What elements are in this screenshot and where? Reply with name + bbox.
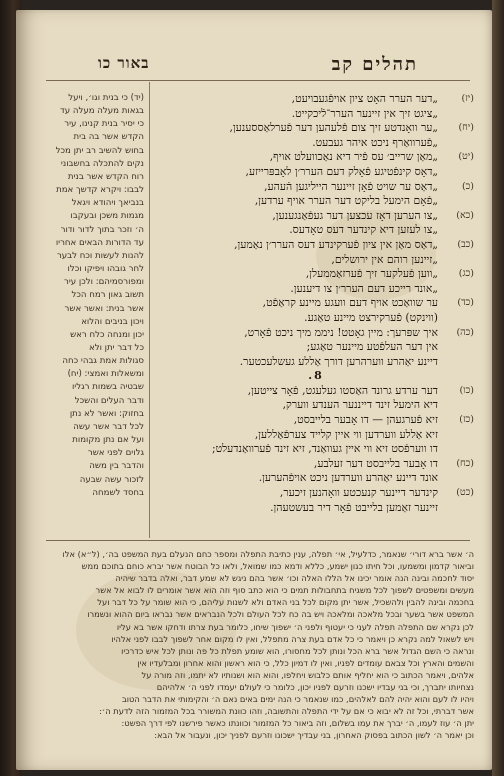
verse-text: „דאַס ער שויט פֿאָן זיינער הייליגען הֿעהע, bbox=[264, 179, 438, 193]
verse-line bbox=[158, 311, 474, 326]
commentary-line: כל דבר יתן ולא bbox=[88, 342, 144, 353]
footnote-line: אלהים, ויאמר הכתוב כי הוא יחליף אותם כלבוש ויחלפו, והוא הוא ושנותיו לא יתמו, וזה מורה על bbox=[141, 669, 474, 680]
verse-text: (ווינקט) פֿערקירצט מיינע טאַגע. bbox=[304, 310, 438, 324]
verse-line bbox=[158, 355, 474, 370]
commentary-line: ודבר העלים והשכל bbox=[74, 395, 144, 406]
verse-text: „ווען פֿעלקער זיך פֿערזאַממעלן, bbox=[305, 267, 438, 281]
commentary-line: רוח הקדש אשר בנית bbox=[67, 171, 144, 182]
commentary-line: שבטיה בשמות רגליו bbox=[71, 382, 144, 393]
verse-text: זיא אַללע ווערדען ווי איין קלייד צערפֿאַללען, bbox=[254, 427, 438, 441]
verse-number: (יט) bbox=[458, 151, 474, 163]
commentary-line: ומפורסמיהם: ולכן עיר bbox=[63, 277, 144, 288]
commentary-line: בגאות מעלה מעלה עד bbox=[60, 106, 144, 117]
footnotes-block bbox=[46, 548, 474, 748]
commentary-line: עד הדורות הבאים אחריו bbox=[55, 237, 144, 248]
section-number bbox=[158, 369, 474, 384]
footnote-line: ונראה כי השם הגדול אשר ברא הכל ונותן לכל מחסורו, הוא שומע תפלת כל פה ונותן לכל איש כדרכיו bbox=[121, 645, 474, 656]
commentary-line: מגמות משכן ובעקבו bbox=[70, 211, 144, 222]
verse-line bbox=[158, 296, 474, 311]
verse-number: (יח) bbox=[458, 122, 474, 134]
running-title-left: באור כו bbox=[98, 54, 150, 72]
commentary-line: להנות לעשות וכח לבער bbox=[56, 250, 144, 261]
commentary-line: בחזוק: ואשר לא נתן bbox=[69, 408, 144, 419]
footnote-rule bbox=[46, 540, 470, 541]
verse-line bbox=[158, 384, 474, 399]
running-title-right: תהלים קב bbox=[331, 54, 418, 75]
verse-text: „דאַס מאַן אין ציון פֿערקינדע דעס הערר׳ן נאַמען, bbox=[234, 237, 438, 251]
verse-line bbox=[158, 209, 474, 224]
verse-text: דו אָבער בלייבסט דער זעלבע, bbox=[313, 456, 438, 470]
verse-text: איך שפּרעך: מיין גאָטט! ניממ מיך ניכט פֿאָרט, bbox=[244, 325, 438, 339]
verse-number: (יז) bbox=[461, 93, 474, 104]
verse-line bbox=[158, 253, 474, 268]
verse-number: (כג) bbox=[458, 268, 474, 280]
verse-text: דיינע יאַהרע ווערהרען דורך אַללע געשלעכטער. bbox=[239, 354, 438, 368]
footnote-line: וביאור קדמון ומשמעו, וכל חיתו כגון ישמע, כללא ודמא כמו שמואל, ולאו כל הבוטח אשר יברא כוחם בתוכם ממש bbox=[81, 561, 474, 572]
footnote-line: מעשים ומשפטים לשפוך לכל משגיח בתחבולות תמים כי הוא כתב סוף וזה הוא אשר אומרים לו לבוא אל אשר bbox=[95, 585, 474, 596]
commentary-line: לזכור עשה שבעה bbox=[79, 474, 144, 485]
verse-text: „פֿאָם הימעל בליקט דער הערר אויף ערדען, bbox=[254, 194, 438, 208]
verse-number: (כ) bbox=[461, 180, 474, 192]
commentary-line: והדבר בין משה bbox=[89, 461, 144, 472]
footnote-line: ויש לשאול למה נקרא כן ויאמר כי כל אדם בעת צרה מתפלל, ואין לו מקום אחר לשפוך לבבו לפני אלהיו bbox=[111, 633, 474, 644]
verse-line bbox=[158, 398, 474, 413]
verse-text: דער ערדע גרונד האַסטו געלעגט, פֿאָר צייטען, bbox=[247, 383, 438, 397]
commentary-line: נקים להתכלה בחשבוני bbox=[60, 158, 144, 169]
verse-line bbox=[158, 165, 474, 180]
footnote-line: נצחיותו יתברך, וכי בני עבדיו ישכנו וזרעם לפניו יכון, כלומר כי לעולם יעמדו לפני ה׳ אלהיהם bbox=[156, 682, 474, 693]
verse-line bbox=[158, 471, 474, 486]
commentary-line: בחסד לשמחה bbox=[92, 487, 144, 498]
commentary-line: תשוב גאון רמח הכל bbox=[71, 290, 144, 301]
verse-text: אונד דיינע יאַהרע ווערדען ניכט אויפֿהערען. bbox=[258, 471, 438, 485]
verse-text: ער שוואַכט אויף דעם וועגע מיינע קראַפֿט, bbox=[262, 296, 438, 310]
verse-line bbox=[158, 340, 474, 355]
commentary-line: אשר בנית: ואשר אשר bbox=[64, 303, 144, 314]
verse-line bbox=[158, 136, 474, 151]
verse-line bbox=[158, 267, 474, 282]
footnote-line: המשפט אשר בשער ובכל מלאכה ומלאכה ויש בה כח לכל העולם ולכל הנבראים אשר נבראו ביום ההוא ונשמרו bbox=[87, 609, 474, 620]
verse-number: (כז) bbox=[459, 414, 474, 426]
verse-line bbox=[158, 428, 474, 443]
verse-number: (כו) bbox=[459, 384, 474, 396]
verse-line bbox=[158, 92, 474, 107]
verse-line bbox=[158, 194, 474, 209]
verse-text: אין דער העלפֿטע מיינער טאַגע; bbox=[306, 340, 438, 354]
verse-text: „ער וואָנדטע זיך צום פֿלעהען דער פֿערלאַססענען, bbox=[229, 121, 438, 135]
header-rule bbox=[46, 80, 470, 81]
column-divider bbox=[149, 82, 150, 538]
verse-line bbox=[158, 223, 474, 238]
commentary-line: בנביאך ויהודא ויגאל bbox=[71, 198, 144, 209]
verse-text: „מאַן שרייב׳ עס פֿיר דיא נאַכוועלט אויף, bbox=[269, 150, 438, 164]
main-text-column bbox=[158, 92, 474, 532]
commentary-line: ועל אם נתן מקומות bbox=[72, 435, 144, 446]
footnote-line: ה׳ אשר ברא דורי׳ שנאמר, כדלעיל, אי׳ תפלה, ענין כתיבת התפלה ומספר כחם הנעלם בעת המשפט בה׳, (ל״א) אלו bbox=[62, 549, 474, 559]
verse-line bbox=[158, 180, 474, 195]
commentary-line: בחוש להשיב רב יתן מכל bbox=[55, 145, 144, 156]
footnote-line: לכן נקרא שם התפלה תפלה לעני כי יעטוף ולפני ה׳ ישפוך שיחו, כלומר בעת צרתו ודחקו אשר בא עליו bbox=[116, 621, 474, 632]
verse-text: זיינער זאַמען בלייבט פֿאָר דיר בעשטעהן. bbox=[270, 500, 438, 514]
commentary-line: יכון ומנחה כלח ראש bbox=[70, 329, 144, 340]
footnote-line: יסוד לחכמה ובינה הנה אומר יכינו אל הללו האלה וכו׳ אשר בהם ניגש לא שמע דבר, ואלה בדבר שיהיה bbox=[115, 573, 474, 584]
verse-line bbox=[158, 413, 474, 428]
commentary-line: גלוים לפני אשר bbox=[87, 448, 144, 459]
verse-text: דיא הימעל זינד דייננער הענדע ווערק, bbox=[282, 398, 438, 412]
footnote-line: בחכמה ובינה להבין ולהשכיל, אשר יתן מקום לכל בני האדם ולא לשנות עליהם, כי הוא שומר על כל דבר ועל bbox=[97, 597, 474, 608]
verse-text: „זיינען רוהם אין ירושלים, bbox=[331, 252, 438, 266]
commentary-column bbox=[46, 92, 144, 532]
verse-text: קינדער דיינער קנעכטע וואָהנען זיכער, bbox=[279, 486, 438, 500]
verse-line bbox=[158, 121, 474, 136]
book-page bbox=[16, 10, 492, 770]
verse-text: „צו לעזען דיא קינדער דעס טאָדעס. bbox=[289, 223, 438, 237]
footnote-line: והשמים והארץ וכל צבאם עומדים לפניו, ואין לו דמיון כלל, כי הוא ראשון והוא אחרון ומבלעדיו אין bbox=[137, 657, 474, 668]
verse-line bbox=[158, 442, 474, 457]
verse-line bbox=[158, 238, 474, 253]
footnote-line: ויהיו לו לעם והוא יהיה להם לאלהים, כמו שנאמר כי הנה ימים באים נאם ה׳ והקימותי את הדבר הטוב bbox=[121, 694, 474, 705]
verse-number: (כב) bbox=[457, 238, 474, 250]
commentary-line: לבבו: ויקרא קדשך אמת bbox=[56, 185, 144, 196]
page-edge bbox=[492, 0, 504, 776]
commentary-line: לחר גובהו ויפיקו וכלו bbox=[67, 264, 144, 275]
verse-text: „אונד רייכע דעם הערר׳ן צו דיענען. bbox=[290, 281, 438, 295]
verse-number: (כא) bbox=[456, 209, 474, 221]
verse-text: זיא פֿערגעהן — דו אָבער בלייבסט, bbox=[293, 413, 438, 427]
commentary-line: סגולות אמת גבהי כחה bbox=[62, 356, 144, 367]
verse-text: „פֿערוואַרף ניכט איהר געבעט. bbox=[312, 135, 438, 149]
verse-number: (כט) bbox=[456, 487, 474, 499]
commentary-line: הקדש אשר בה בית bbox=[73, 132, 144, 143]
commentary-line: לכל דבר אשר עשה bbox=[73, 421, 144, 432]
commentary-line: כי יסיר בנית קנינו, עיר bbox=[64, 119, 144, 130]
commentary-line: ויכון בניבים והלוא bbox=[81, 316, 144, 327]
verse-number: (כח) bbox=[456, 457, 474, 469]
verse-text: 8. bbox=[308, 369, 324, 383]
footnote-line: וכן יאמר ה׳ לשון הכתוב בפסוק האחרון, בני עבדיך ישכונו וזרעם לפניך יכון, ונעבור אל הבא: bbox=[154, 730, 474, 741]
verse-text: „ציגט זיך אין זיינער הערר־לֿיכקייט. bbox=[291, 106, 438, 120]
verse-line bbox=[158, 457, 474, 472]
verse-text: „צו הערען דאָז עכצען דער געפֿאַנגענען, bbox=[272, 208, 438, 222]
verse-line bbox=[158, 150, 474, 165]
verse-line bbox=[158, 107, 474, 122]
verse-number: (כה) bbox=[456, 326, 474, 338]
verse-number: (כד) bbox=[457, 297, 474, 309]
verse-line bbox=[158, 282, 474, 297]
verse-text: „דאָס קינפֿטיגע פֿאָלק דעם הערר׳ן לאָבפּרייזע, bbox=[245, 164, 438, 178]
verse-line bbox=[158, 486, 474, 501]
verse-text: „דער הערר האָט ציון אויפֿגעבויעט, bbox=[291, 92, 438, 105]
commentary-line: ה׳ וזכר בתוך לדור ודור bbox=[60, 224, 144, 235]
commentary-line: (יד) כי בנית וגו׳, ויעל bbox=[68, 93, 144, 103]
footnote-line: יתן ה׳ עוז לעמו, ה׳ יברך את עמו בשלום, וזה ביאור כל המזמור וכוונתו כאשר פירשנו לפי דרך הפשט: bbox=[121, 718, 474, 729]
verse-line bbox=[158, 326, 474, 341]
footnote-line: אשר דברתי, וכל זה לא יבוא כי אם על ידי התפלה והתשובה, וזהו כוונת המשורר בכל המזמור הזה לדעת ה׳: bbox=[98, 706, 474, 717]
verse-line bbox=[158, 501, 474, 516]
verse-text: דו ווערפֿסט זיא ווי איין געוואַנד, זיא זינד פֿערוואַנדעלט; bbox=[211, 442, 438, 456]
commentary-line: ומשאלות ואמצי: (יח) bbox=[67, 369, 144, 380]
page-header bbox=[42, 54, 474, 78]
